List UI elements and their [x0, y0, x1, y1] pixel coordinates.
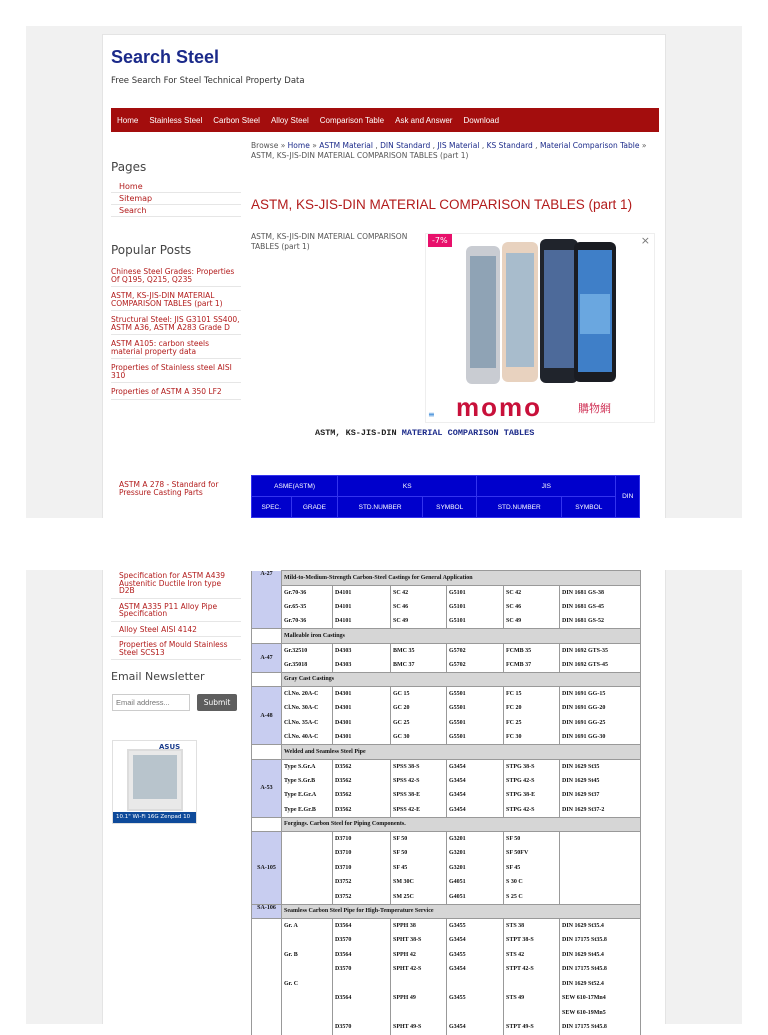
cell-jis-std-number: G3454: [447, 788, 504, 803]
header-spec: SPEC.: [252, 497, 292, 518]
cell-jis-std-number: G5101: [447, 600, 504, 615]
more-posts-list: [111, 572, 241, 664]
cell-grade: [282, 832, 333, 847]
cell-ks-std-number: D4301: [333, 716, 391, 731]
popular-posts-heading: Popular Posts: [111, 243, 192, 257]
cell-grade: Cl.No. 40A-C: [282, 730, 333, 745]
cell-ks-symbol: SF 50: [391, 832, 447, 847]
cell-jis-std-number: G4051: [447, 890, 504, 905]
category-row-label: Mild-to-Medium-Strength Carbon-Steel Castings for General Application: [282, 571, 641, 586]
popular-post-link[interactable]: ASTM A105: carbon steels material property data: [111, 340, 241, 359]
popular-post-link[interactable]: ASTM A 278 - Standard for Pressure Casting Parts: [119, 480, 219, 497]
breadcrumb-home[interactable]: Home: [287, 141, 310, 150]
table-row: [252, 817, 641, 832]
cell-din: [560, 846, 641, 861]
cell-jis-std-number: G3454: [447, 962, 504, 977]
table-subtitle-link[interactable]: MATERIAL COMPARISON TABLES: [401, 428, 535, 438]
cell-grade: Type E.Gr.A: [282, 788, 333, 803]
cell-ks-symbol: SF 50: [391, 846, 447, 861]
nav-ask-and-answer[interactable]: Ask and Answer: [395, 115, 453, 125]
spec-cell: SA-106: [252, 904, 282, 919]
cell-din: DIN 1692 GTS-35: [560, 643, 641, 658]
cell-ks-std-number: D3564: [333, 991, 391, 1006]
cell-din: SEW 610-19Mn5: [560, 1006, 641, 1021]
cell-ks-symbol: SF 45: [391, 861, 447, 876]
cell-jis-std-number: G3201: [447, 832, 504, 847]
cell-jis-symbol: S 30 C: [504, 875, 560, 890]
breadcrumb-prefix: Browse »: [251, 141, 286, 150]
table-row: [252, 919, 641, 934]
email-newsletter-heading: Email Newsletter: [111, 670, 205, 683]
spec-cell-empty: [252, 629, 282, 644]
cell-jis-symbol: STPG 42-S: [504, 803, 560, 818]
popular-post-link[interactable]: ASTM A335 P11 Alloy Pipe Specification: [111, 603, 241, 622]
spec-cell-empty: [252, 817, 282, 832]
cell-ks-symbol: SPSS 38-E: [391, 788, 447, 803]
cell-ks-std-number: D3710: [333, 832, 391, 847]
cell-jis-std-number: G3455: [447, 948, 504, 963]
cell-din: DIN 1629 St52.4: [560, 977, 641, 992]
cell-ks-symbol: BMC 35: [391, 643, 447, 658]
category-row-label: Malleable iron Castings: [282, 629, 641, 644]
cell-jis-symbol: STS 49: [504, 991, 560, 1006]
cell-din: DIN 1681 GS-45: [560, 600, 641, 615]
main-nav: [111, 108, 659, 132]
cell-din: [560, 875, 641, 890]
header-asme-astm: ASME(ASTM): [252, 476, 338, 497]
cell-ks-std-number: D3710: [333, 861, 391, 876]
cell-ks-symbol: SPHT 49-S: [391, 1020, 447, 1035]
cell-ks-symbol: SM 25C: [391, 890, 447, 905]
pages-heading: Pages: [111, 160, 147, 174]
momo-logo: momo: [456, 392, 542, 422]
cell-din: DIN 1692 GTS-45: [560, 658, 641, 673]
cell-din: DIN 1681 GS-38: [560, 585, 641, 600]
cell-grade: Gr. C: [282, 977, 333, 992]
table-row: [252, 904, 641, 919]
popular-post-link[interactable]: Properties of Stainless steel AISI 310: [111, 364, 241, 383]
breadcrumb: Browse » Home » ASTM Material , DIN Standard , JIS Material , KS Standard , Material Comparison Table » ASTM, KS-JIS-DIN MATERIAL COMPARISON TABLES (part 1): [251, 141, 647, 160]
cell-jis-std-number: [447, 977, 504, 992]
cell-din: DIN 1691 GG-25: [560, 716, 641, 731]
cell-jis-symbol: STPT 49-S: [504, 1020, 560, 1035]
cell-jis-std-number: G3201: [447, 846, 504, 861]
cell-ks-symbol: SPSS 42-E: [391, 803, 447, 818]
comparison-table-header: [251, 475, 640, 518]
header-ks-std-number: STD.NUMBER: [338, 497, 423, 518]
cell-din: DIN 1629 St45: [560, 774, 641, 789]
discount-badge: -7%: [428, 234, 452, 247]
cell-ks-symbol: GC 20: [391, 701, 447, 716]
cell-ks-symbol: SC 42: [391, 585, 447, 600]
cell-grade: Gr.35018: [282, 658, 333, 673]
cell-jis-std-number: G5702: [447, 643, 504, 658]
table-row: [252, 629, 641, 644]
popular-posts-list: [111, 268, 241, 405]
spec-cell: SA-105: [252, 832, 282, 905]
pages-list: [111, 181, 241, 217]
category-row-label: Gray Cast Castings: [282, 672, 641, 687]
cell-jis-std-number: G3454: [447, 1020, 504, 1035]
cell-grade: [282, 890, 333, 905]
nav-carbon-steel[interactable]: Carbon Steel: [213, 115, 260, 125]
site-title[interactable]: Search Steel: [111, 47, 220, 67]
header-jis-std-number: STD.NUMBER: [477, 497, 562, 518]
table-row: [252, 832, 641, 847]
nav-home[interactable]: Home: [117, 115, 139, 125]
spec-cell-empty: [252, 991, 282, 1006]
tablet-ad-model: Zenpad 10: [160, 814, 191, 820]
cell-grade: Type S.Gr.A: [282, 759, 333, 774]
cell-ks-std-number: D3570: [333, 1020, 391, 1035]
header-jis-symbol: SYMBOL: [562, 497, 616, 518]
table-row: [252, 962, 641, 977]
ad-info-icon[interactable]: ≡: [428, 410, 435, 419]
cell-ks-std-number: D3570: [333, 962, 391, 977]
breadcrumb-ks-standard[interactable]: KS Standard: [486, 141, 533, 150]
cell-ks-std-number: D4301: [333, 730, 391, 745]
tablet-ad-strip: [113, 812, 196, 823]
breadcrumb-material-comparison[interactable]: Material Comparison Table: [539, 141, 640, 150]
cell-jis-symbol: FCMB 37: [504, 658, 560, 673]
cell-jis-std-number: G3201: [447, 861, 504, 876]
cell-ks-symbol: [391, 1006, 447, 1021]
cell-grade: Cl.No. 20A-C: [282, 687, 333, 702]
header-din: DIN: [616, 476, 640, 518]
cell-jis-symbol: S 25 C: [504, 890, 560, 905]
page-container: [102, 34, 666, 518]
cell-jis-std-number: G5101: [447, 585, 504, 600]
spec-cell-empty: [252, 672, 282, 687]
spec-cell: A-53: [252, 759, 282, 817]
cell-din: SEW 610-17Mn4: [560, 991, 641, 1006]
cell-jis-std-number: G5101: [447, 614, 504, 629]
spec-cell-empty: [252, 919, 282, 934]
category-row-label: Welded and Seamless Steel Pipe: [282, 745, 641, 760]
image-alt-text: ASTM, KS-JIS-DIN MATERIAL COMPARISON TABLES (part 1): [251, 232, 408, 251]
table-row: [252, 948, 641, 963]
cell-ks-std-number: [333, 1006, 391, 1021]
table-row: [252, 672, 641, 687]
cell-jis-symbol: [504, 977, 560, 992]
cell-jis-symbol: STPT 38-S: [504, 933, 560, 948]
header-grade: GRADE: [291, 497, 338, 518]
cell-jis-symbol: SC 49: [504, 614, 560, 629]
cell-din: DIN 1629 St37: [560, 788, 641, 803]
table-row: [252, 1006, 641, 1021]
cell-ks-std-number: D3710: [333, 846, 391, 861]
cell-ks-symbol: SC 49: [391, 614, 447, 629]
cell-ks-std-number: D4301: [333, 701, 391, 716]
table-row: [252, 745, 641, 760]
table-row: [252, 730, 641, 745]
cell-jis-symbol: SC 42: [504, 585, 560, 600]
table-row: [252, 803, 641, 818]
popular-post-link[interactable]: Specification for ASTM A439 Austenitic Ductile Iron type D2B: [111, 572, 241, 599]
table-row: [252, 861, 641, 876]
cell-jis-std-number: G5501: [447, 687, 504, 702]
cell-din: DIN 17175 St35.8: [560, 933, 641, 948]
cell-din: [560, 861, 641, 876]
table-row: [252, 687, 641, 702]
cell-jis-std-number: G5501: [447, 730, 504, 745]
cell-ks-std-number: D3562: [333, 803, 391, 818]
cell-jis-symbol: STS 38: [504, 919, 560, 934]
advertisement[interactable]: [425, 233, 655, 423]
cell-jis-symbol: STPG 42-S: [504, 774, 560, 789]
cell-ks-std-number: D4301: [333, 687, 391, 702]
cell-din: DIN 1681 GS-52: [560, 614, 641, 629]
header-ks-symbol: SYMBOL: [423, 497, 477, 518]
tablet-ad-spec: 10.1" Wi-Fi 16G: [116, 814, 159, 820]
breadcrumb-current: ASTM, KS-JIS-DIN MATERIAL COMPARISON TABLES (part 1): [251, 151, 469, 160]
nav-stainless-steel[interactable]: Stainless Steel: [149, 115, 203, 125]
popular-post-link[interactable]: ASTM, KS-JIS-DIN MATERIAL COMPARISON TABLES (part 1): [111, 292, 241, 311]
cell-ks-std-number: D3752: [333, 890, 391, 905]
cell-ks-std-number: D3564: [333, 919, 391, 934]
spec-cell: A-27: [252, 571, 282, 629]
cell-din: DIN 17175 St45.8: [560, 962, 641, 977]
table-row: [252, 614, 641, 629]
cell-grade: Gr.65-35: [282, 600, 333, 615]
cell-ks-symbol: SPSS 38-S: [391, 759, 447, 774]
pages-item-search[interactable]: Search: [111, 205, 241, 217]
header-ks: KS: [338, 476, 477, 497]
popular-post-link[interactable]: Properties of ASTM A 350 LF2: [111, 388, 241, 400]
cell-din: DIN 1629 St37-2: [560, 803, 641, 818]
cell-jis-std-number: G3455: [447, 991, 504, 1006]
table-subtitle-plain: ASTM, KS-JIS-DIN: [315, 428, 402, 438]
cell-grade: [282, 875, 333, 890]
cell-ks-symbol: SPPH 38: [391, 919, 447, 934]
category-row-label: Forgings. Carbon Steel for Piping Components.: [282, 817, 641, 832]
smartphones-image: [426, 234, 656, 394]
close-icon[interactable]: ×: [640, 234, 650, 247]
cell-grade: [282, 933, 333, 948]
cell-jis-symbol: FC 25: [504, 716, 560, 731]
cell-jis-std-number: G3454: [447, 933, 504, 948]
cell-grade: [282, 861, 333, 876]
cell-ks-std-number: D3562: [333, 788, 391, 803]
cell-ks-symbol: BMC 37: [391, 658, 447, 673]
spec-cell: A-48: [252, 687, 282, 745]
tablet-image: [127, 749, 183, 811]
spec-cell-empty: [252, 745, 282, 760]
popular-post-link[interactable]: Properties of Mould Stainless Steel SCS13: [111, 641, 241, 660]
cell-ks-symbol: SM 30C: [391, 875, 447, 890]
table-row: [252, 1020, 641, 1035]
submit-button[interactable]: Submit: [197, 694, 237, 711]
cell-jis-symbol: [504, 1006, 560, 1021]
cell-ks-symbol: SPHT 42-S: [391, 962, 447, 977]
comparison-table: [251, 570, 641, 1035]
page-container: [102, 570, 666, 1031]
cell-grade: [282, 962, 333, 977]
spec-cell-empty: [252, 1020, 282, 1035]
table-row: [252, 759, 641, 774]
cell-ks-std-number: D4303: [333, 643, 391, 658]
cell-din: DIN 17175 St45.8: [560, 1020, 641, 1035]
cell-grade: Cl.No. 30A-C: [282, 701, 333, 716]
table-subtitle: [315, 428, 534, 438]
table-row: [252, 643, 641, 658]
cell-ks-std-number: D3562: [333, 759, 391, 774]
cell-ks-symbol: SC 46: [391, 600, 447, 615]
cell-grade: Cl.No. 35A-C: [282, 716, 333, 731]
cell-grade: Gr.70-36: [282, 585, 333, 600]
header-jis: JIS: [477, 476, 616, 497]
cell-ks-std-number: D3564: [333, 948, 391, 963]
breadcrumb-din-standard[interactable]: DIN Standard: [380, 141, 431, 150]
cell-ks-std-number: [333, 977, 391, 992]
site-description: Free Search For Steel Technical Property Data: [111, 76, 305, 86]
spec-cell-empty: [252, 948, 282, 963]
breadcrumb-astm-material[interactable]: ASTM Material: [319, 141, 373, 150]
cell-jis-symbol: SF 45: [504, 861, 560, 876]
table-row: [252, 701, 641, 716]
article-title: ASTM, KS-JIS-DIN MATERIAL COMPARISON TABLES (part 1): [251, 197, 633, 212]
cell-jis-symbol: STPT 42-S: [504, 962, 560, 977]
cell-jis-symbol: FC 30: [504, 730, 560, 745]
email-input[interactable]: [112, 694, 190, 711]
momo-logo-cn: 購物網: [578, 402, 611, 415]
table-row: [252, 585, 641, 600]
table-row: [252, 571, 641, 586]
cell-jis-std-number: G5702: [447, 658, 504, 673]
cell-ks-symbol: SPHT 38-S: [391, 933, 447, 948]
table-row: [252, 600, 641, 615]
cell-din: DIN 1629 St35: [560, 759, 641, 774]
cell-ks-symbol: SPSS 42-S: [391, 774, 447, 789]
table-row: [252, 716, 641, 731]
nav-alloy-steel[interactable]: Alloy Steel: [270, 115, 309, 125]
cell-ks-std-number: D4101: [333, 614, 391, 629]
table-row: [252, 788, 641, 803]
cell-jis-symbol: SC 46: [504, 600, 560, 615]
table-row: [252, 890, 641, 905]
spec-cell-empty: [252, 977, 282, 992]
table-row: [252, 875, 641, 890]
category-row-label: Seamless Carbon Steel Pipe for High-Temperature Service: [282, 904, 641, 919]
cell-jis-symbol: FC 20: [504, 701, 560, 716]
cell-jis-std-number: G3454: [447, 803, 504, 818]
popular-post-link[interactable]: Structural Steel: JIS G3101 SS400, ASTM A36, ASTM A283 Grade D: [111, 316, 241, 335]
asus-logo: ASUS: [159, 743, 181, 751]
cell-din: DIN 1629 St35.4: [560, 919, 641, 934]
screenshot-bottom: [0, 570, 768, 1031]
cell-ks-symbol: GC 25: [391, 716, 447, 731]
cell-grade: Gr. B: [282, 948, 333, 963]
cell-grade: [282, 1020, 333, 1035]
cell-grade: Gr.32510: [282, 643, 333, 658]
cell-din: [560, 832, 641, 847]
cell-grade: Gr.70-36: [282, 614, 333, 629]
cell-jis-std-number: G3454: [447, 759, 504, 774]
cell-ks-symbol: GC 30: [391, 730, 447, 745]
cell-grade: Type E.Gr.B: [282, 803, 333, 818]
table-row: [252, 933, 641, 948]
cell-jis-symbol: FCMB 35: [504, 643, 560, 658]
popular-post-link[interactable]: Chinese Steel Grades: Properties Of Q195, Q215, Q235: [111, 268, 241, 287]
pages-item-sitemap[interactable]: Sitemap: [111, 193, 241, 205]
cell-grade: [282, 1006, 333, 1021]
cell-jis-symbol: SF 50: [504, 832, 560, 847]
cell-din: DIN 1691 GG-30: [560, 730, 641, 745]
cell-ks-std-number: D4101: [333, 600, 391, 615]
cell-ks-std-number: D3570: [333, 933, 391, 948]
cell-jis-symbol: SF 50FV: [504, 846, 560, 861]
cell-jis-symbol: STPG 38-S: [504, 759, 560, 774]
cell-jis-std-number: G5501: [447, 701, 504, 716]
popular-post-link[interactable]: Alloy Steel AISI 4142: [111, 626, 241, 638]
cell-jis-std-number: G4051: [447, 875, 504, 890]
cell-jis-symbol: STPG 38-E: [504, 788, 560, 803]
table-row: [252, 846, 641, 861]
nav-download[interactable]: Download: [463, 115, 500, 125]
spec-cell-empty: [252, 1006, 282, 1021]
cell-grade: [282, 991, 333, 1006]
cell-ks-std-number: D3562: [333, 774, 391, 789]
cell-ks-symbol: [391, 977, 447, 992]
cell-ks-symbol: GC 15: [391, 687, 447, 702]
cell-ks-symbol: SPPH 49: [391, 991, 447, 1006]
cell-ks-std-number: D4101: [333, 585, 391, 600]
cell-ks-std-number: D4303: [333, 658, 391, 673]
cell-din: DIN 1629 St45.4: [560, 948, 641, 963]
spec-cell-empty: [252, 962, 282, 977]
cell-din: [560, 890, 641, 905]
cell-din: DIN 1691 GG-15: [560, 687, 641, 702]
cell-jis-std-number: G3455: [447, 919, 504, 934]
tablet-advertisement[interactable]: [112, 740, 197, 824]
table-row: [252, 991, 641, 1006]
pages-item-home[interactable]: Home: [111, 181, 241, 193]
cell-jis-std-number: G3454: [447, 774, 504, 789]
table-row: [252, 977, 641, 992]
table-row: [252, 774, 641, 789]
cell-grade: Type S.Gr.B: [282, 774, 333, 789]
cell-jis-std-number: G5501: [447, 716, 504, 731]
cell-jis-symbol: STS 42: [504, 948, 560, 963]
breadcrumb-jis-material[interactable]: JIS Material: [437, 141, 480, 150]
nav-comparison-table[interactable]: Comparison Table: [319, 115, 385, 125]
spec-cell-empty: [252, 933, 282, 948]
cell-jis-symbol: FC 15: [504, 687, 560, 702]
cell-grade: [282, 846, 333, 861]
cell-ks-symbol: SPPH 42: [391, 948, 447, 963]
spec-cell: A-47: [252, 643, 282, 672]
cell-din: DIN 1691 GG-20: [560, 701, 641, 716]
table-row: [252, 658, 641, 673]
cell-grade: Gr. A: [282, 919, 333, 934]
cell-ks-std-number: D3752: [333, 875, 391, 890]
cell-jis-std-number: [447, 1006, 504, 1021]
